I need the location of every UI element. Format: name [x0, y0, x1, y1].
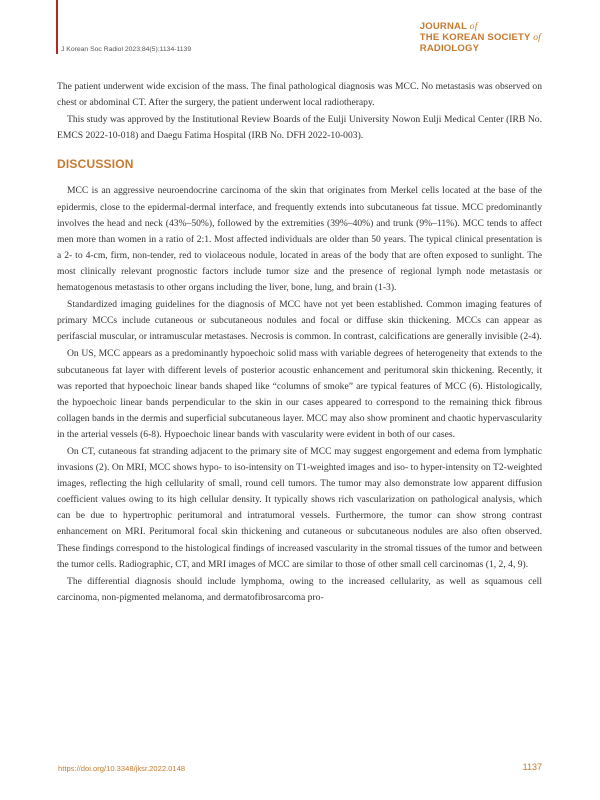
paragraph-discussion-5: The differential diagnosis should include lymphoma, owing to the increased cellularity, as well as squamous cell carcinoma, non-pigmented melanoma, and dermatofibrosarcoma pro- [57, 575, 542, 603]
page-number: 1137 [522, 762, 542, 772]
journal-citation: J Korean Soc Radiol 2023;84(5):1134-1139 [61, 46, 192, 53]
journal-of-2: of [533, 32, 541, 43]
paragraph-patient: The patient underwent wide excision of the mass. The final pathological diagnosis was MCC. No metastasis was observed on chest or abdominal CT. After the surgery, the patient underwent local radiotherapy. [57, 81, 542, 109]
header-accent-line [56, 0, 58, 54]
article-body [57, 79, 542, 607]
paragraph-discussion-3: On US, MCC appears as a predominantly hypoechoic solid mass with variable degrees of heterogeneity that extends to the subcutaneous fat layer with different levels of posterior acoustic enhancement and peritumoral skin thickening. Recently, it was reported that hypoechoic linear bands shaped like “columns of smoke” are typical features of MCC (6). Histologically, the hypoechoic linear bands perpendicular to the skin in our cases appeared to correspond to the remaining thick fibrous collagen bands in the dermis and superficial subcutaneous layer. MCC may also show prominent and chaotic hypervascularity in the arterial vessels (6-8). Hypoechoic linear bands with vascularity were evident in both of our cases. [57, 348, 542, 440]
journal-society: THE KOREAN SOCIETY [419, 31, 531, 43]
journal-logo [420, 22, 541, 54]
section-heading-discussion: DISCUSSION [57, 157, 134, 172]
journal-of-1: of [469, 22, 478, 32]
paragraph-discussion-4: On CT, cutaneous fat stranding adjacent to the primary site of MCC may suggest engorgement and edema from lymphatic invasions (2). On MRI, MCC shows hypo- to iso-intensity on T1-weighted images and iso- to hyper-intensity on T2-weighted images, reflecting the high cellularity of small, round cell tumors. The tumor may also demonstrate low apparent diffusion coefficient values owing to its high cellular density. It typically shows rich vascularization on pathological analysis, which can be due to hypertrophic peritumoral and intratumoral vessels. Furthermore, the tumor can show strong contrast enhancement on MRI. Peritumoral focal skin thickening and cutaneous or subcutaneous nodules are also often observed. These findings correspond to the histological findings of increased vascularity in the stromal tissues of the tumor and between the tumor cells. Radiographic, CT, and MRI images of MCC are similar to those of other small cell carcinomas (1, 2, 4, 9). [57, 445, 542, 570]
paragraph-discussion-2: Standardized imaging guidelines for the diagnosis of MCC have not yet been established. Common imaging features of primary MCCs include cutaneous or subcutaneous nodules and focal or diffuse skin thickening. MCCs can appear as perifascial muscular, or intramuscular metastases. Necrosis is common. In contrast, calcifications are generally invisible (2-4). [57, 299, 542, 343]
journal-radiology: RADIOLOGY [419, 42, 480, 54]
paragraph-discussion-1: MCC is an aggressive neuroendocrine carcinoma of the skin that originates from Merkel cells located at the base of the epidermis, close to the epidermal-dermal interface, and frequently extends into subcutaneous fat tissue. MCC predominantly involves the head and neck (43%–50%), followed by the extremities (39%–40%) and trunk (9%–11%). MCC tends to affect men more than women in a ratio of 2:1. Most affected individuals are older than 50 years. The typical clinical presentation is a 2- to 4-cm, firm, non-tender, red to violaceous nodule, located in areas of the body that are often exposed to sunlight. The most clinically relevant prognostic factors include tumor size and the presence of regional lymph node metastasis or hematogenous metastasis to other organs including the liver, bone, lung, and brain (1-3). [57, 185, 542, 294]
paragraph-irb: This study was approved by the Institutional Review Boards of the Eulji University Nowon Eulji Medical Center (IRB No. EMCS 2022-10-018) and Daegu Fatima Hospital (IRB No. DFH 2022-10-003). [57, 114, 542, 142]
doi-link[interactable]: https://doi.org/10.3348/jksr.2022.0148 [58, 764, 186, 773]
journal-word: JOURNAL [419, 21, 467, 32]
